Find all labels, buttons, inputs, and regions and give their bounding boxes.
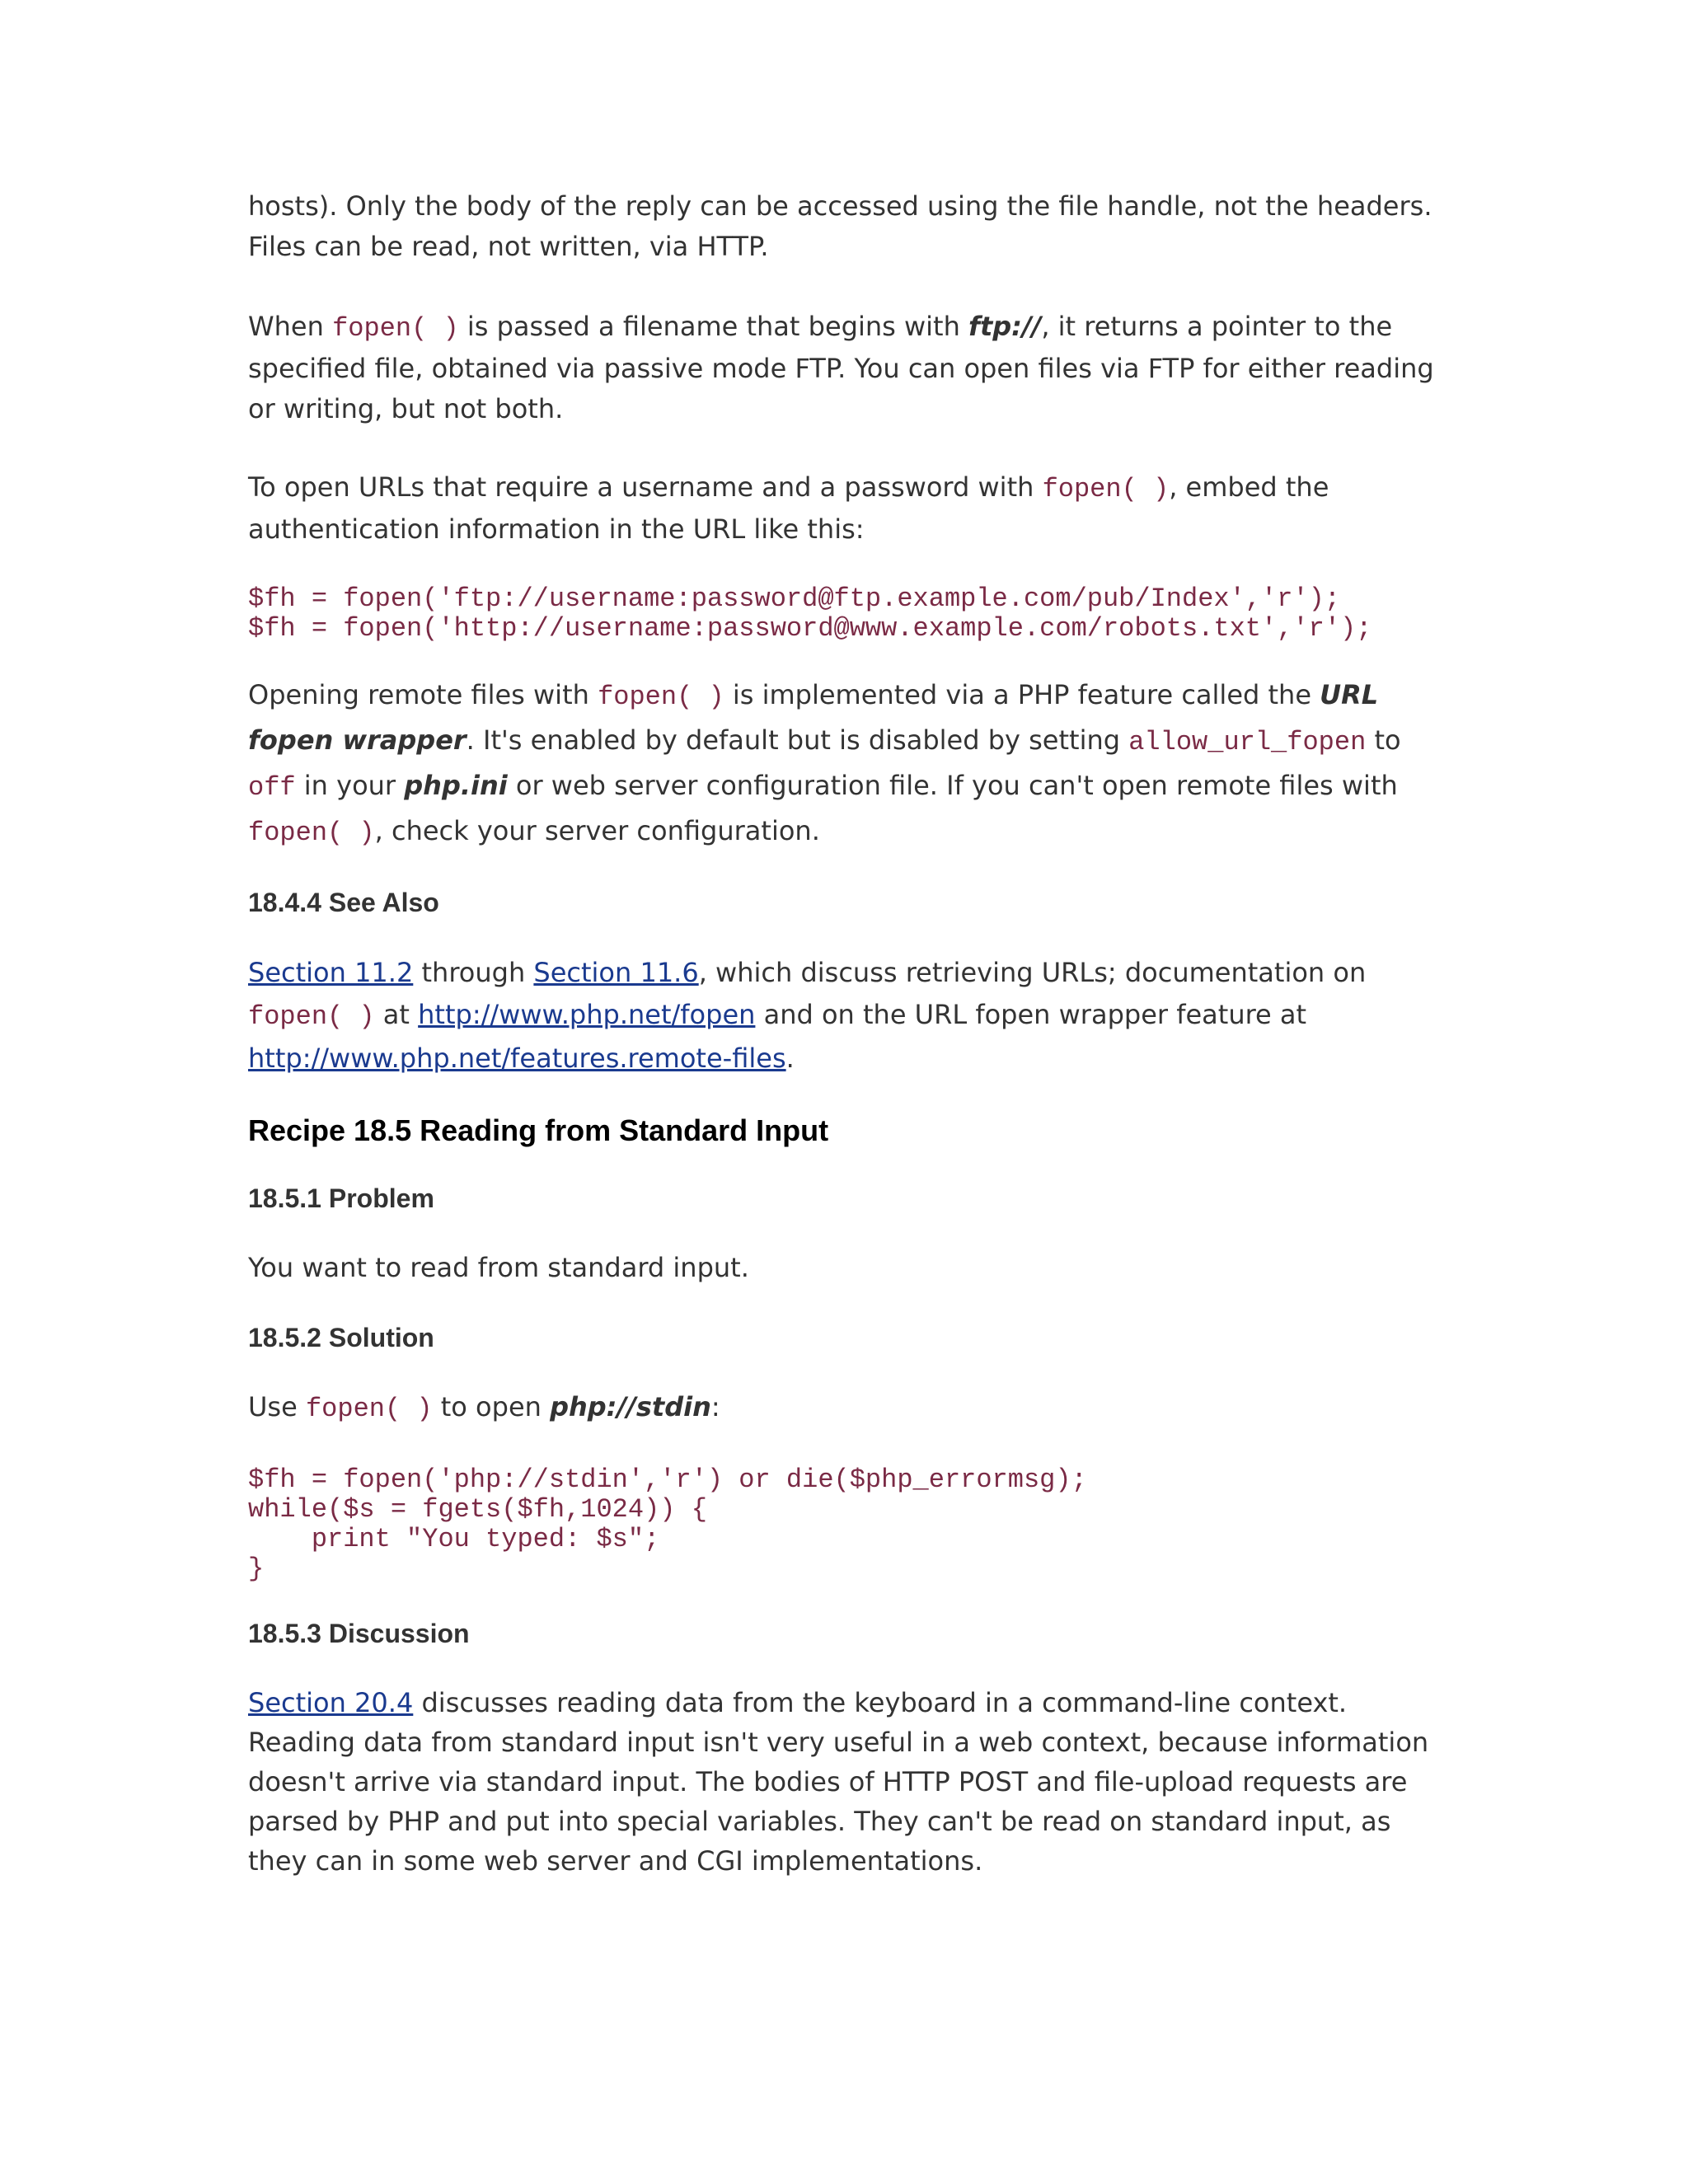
inline-code-off: off (248, 772, 296, 803)
inline-code-fopen: fopen( ) (1042, 474, 1170, 504)
paragraph-ftp: When fopen( ) is passed a filename that begins with ftp://, it returns a pointer to the specified file, obtained via passive mode FTP. You can open files via FTP for either reading or writing, but not both. (248, 311, 1434, 424)
paragraph-auth-urls: To open URLs that require a username and a password with fopen( ), embed the authentication information in the URL like this: (248, 471, 1329, 545)
paragraph-http-body: hosts). Only the body of the reply can be accessed using the file handle, not the headers. Files can be read, not written, via HTTP. (248, 190, 1432, 262)
paragraph-problem: You want to read from standard input. (248, 1252, 749, 1283)
inline-code-fopen: fopen( ) (305, 1394, 433, 1424)
code-block-fopen-urls: $fh = fopen('ftp://username:password@ftp.example.com/pub/Index','r'); $fh = fopen('http://username:password@www.example.com/robots.txt','r'); (248, 583, 1372, 644)
heading-problem: 18.5.1 Problem (248, 1183, 434, 1213)
paragraph-solution: Use fopen( ) to open php://stdin: (248, 1391, 720, 1424)
inline-code-fopen: fopen( ) (332, 313, 459, 344)
heading-recipe-18-5: Recipe 18.5 Reading from Standard Input (248, 1113, 829, 1147)
link-section-11-6[interactable]: Section 11.6 (533, 957, 699, 988)
emphasis-ftp: ftp:// (968, 311, 1042, 342)
document-page (248, 186, 1451, 1881)
link-php-fopen[interactable]: http://www.php.net/fopen (418, 999, 756, 1030)
emphasis-url-fopen-wrapper: URL fopen wrapper (248, 679, 1379, 756)
paragraph-see-also: Section 11.2 through Section 11.6, which discuss retrieving URLs; documentation on fopen( ) at http://www.php.net/fopen and on the URL fopen wrapper feature at http://www.php.net/features.remote-files. (248, 957, 1367, 1074)
heading-discussion: 18.5.3 Discussion (248, 1619, 470, 1648)
emphasis-php-ini: php.ini (404, 770, 508, 801)
emphasis-php-stdin: php://stdin (550, 1391, 711, 1422)
link-php-remote-files[interactable]: http://www.php.net/features.remote-files (248, 1043, 786, 1074)
inline-code-fopen: fopen( ) (248, 1001, 375, 1032)
link-section-20-4[interactable]: Section 20.4 (248, 1687, 414, 1718)
inline-code-fopen: fopen( ) (248, 818, 375, 848)
link-section-11-2[interactable]: Section 11.2 (248, 957, 414, 988)
paragraph-discussion: Section 20.4 discusses reading data from the keyboard in a command-line context. Reading data from standard input isn't very useful in a web context, because information doesn't arrive via standard input. The bodies of HTTP POST and file-upload requests are parsed by PHP and put into special variables. They can't be read on standard input, as they can in some web server and CGI implementations. (248, 1687, 1429, 1877)
inline-code-fopen: fopen( ) (598, 682, 724, 712)
code-block-stdin: $fh = fopen('php://stdin','r') or die($php_errormsg); while($s = fgets($fh,1024)) { print "You typed: $s"; } (248, 1465, 1087, 1584)
heading-see-also: 18.4.4 See Also (248, 888, 439, 917)
heading-solution: 18.5.2 Solution (248, 1323, 434, 1352)
paragraph-url-fopen-wrapper: Opening remote files with fopen( ) is implemented via a PHP feature called the URL fopen wrapper. It's enabled by default but is disabled by setting allow_url_fopen to off in your php.ini or web server configuration file. If you can't open remote files with fopen( ), check your server configuration. (248, 679, 1401, 848)
inline-code-allow-url-fopen: allow_url_fopen (1128, 727, 1367, 757)
